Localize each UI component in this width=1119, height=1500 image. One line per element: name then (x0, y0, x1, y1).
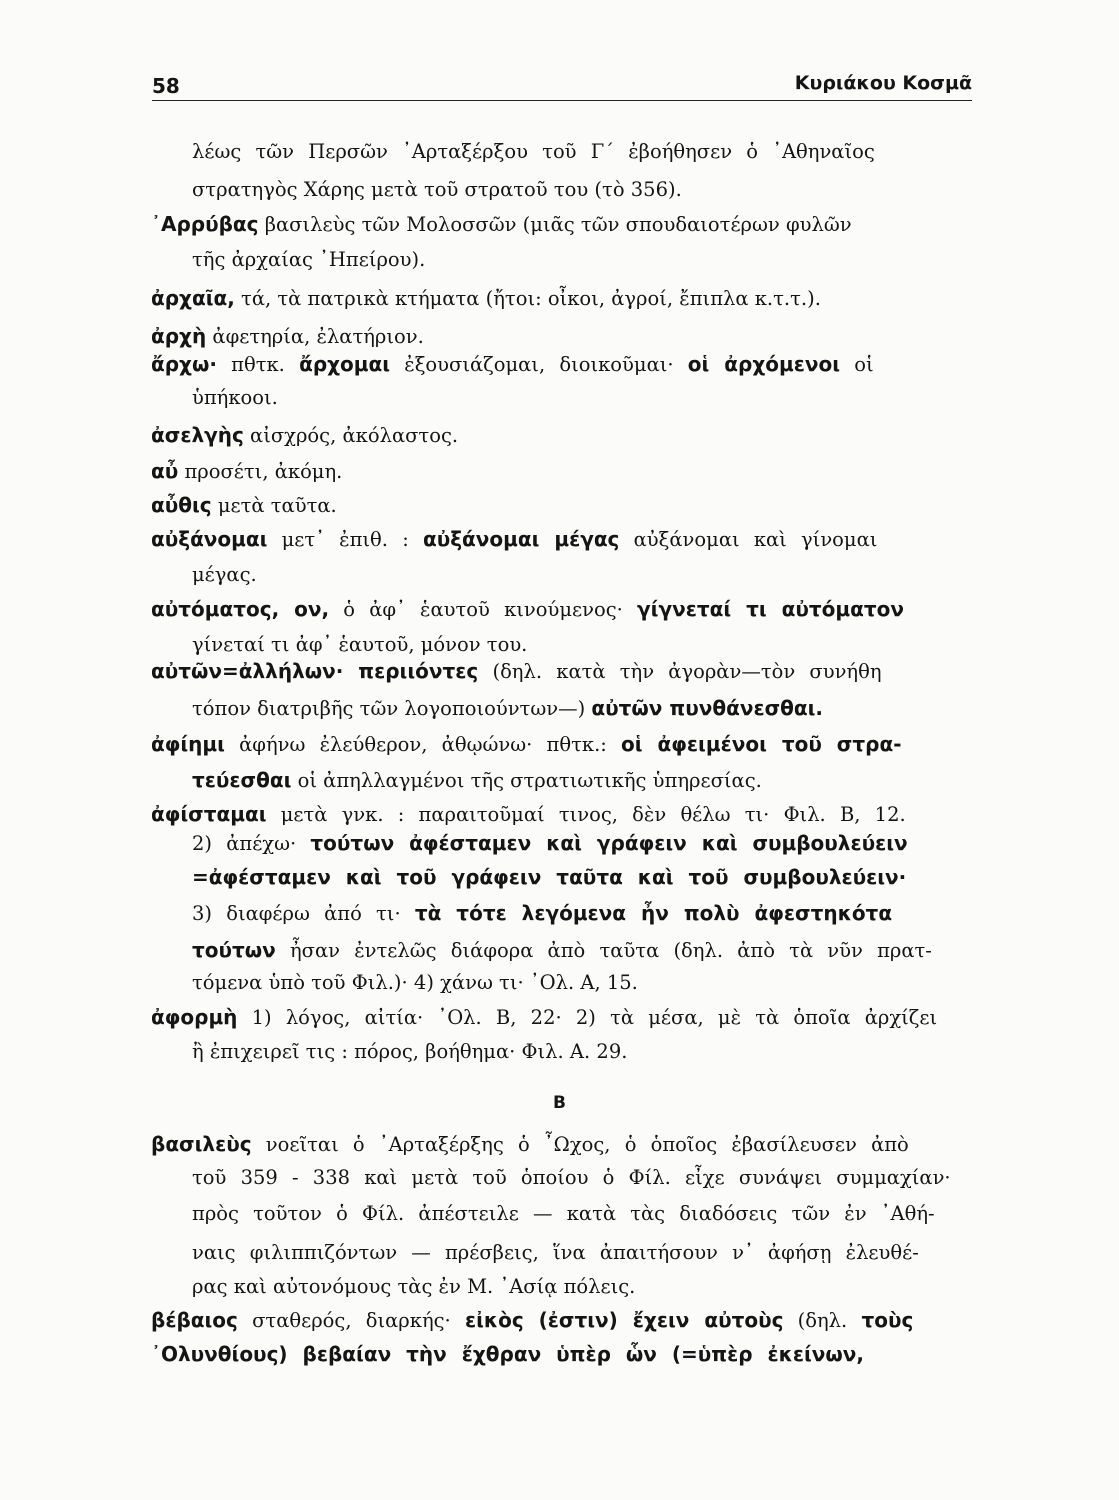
page-header (152, 66, 972, 101)
text-line (151, 800, 906, 829)
gloss-text: οἱ ἀπηλλαγμένοι τῆς στρατιωτικῆς ὑπηρεσίας. (291, 769, 762, 792)
text-line (192, 631, 527, 659)
text-line (192, 899, 892, 928)
text-line (151, 1003, 937, 1032)
lemma-text: αὐξάνομαι (151, 527, 268, 551)
gloss-text: ἢ ἐπιχειρεῖ τις : πόρος, βοήθημα· Φιλ. Α. 29. (192, 1040, 628, 1063)
running-head: Κυριάκου Κοσμᾶ (794, 72, 972, 94)
gloss-text: προσέτι, ἀκόμη. (178, 460, 343, 483)
gloss-text: ναις φιλιππιζόντων — πρέσβεις, ἵνα ἀπαιτήσουν ν᾿ ἀφήσῃ ἐλευθέ- (192, 1241, 919, 1264)
lemma-text: ἀφίημι (151, 732, 225, 756)
text-line (151, 730, 902, 759)
text-line (192, 1164, 951, 1192)
gloss-text: 3) διαφέρω ἀπό τι· (192, 902, 415, 925)
text-line (192, 863, 906, 892)
gloss-text: 1) λόγος, αἰτία· ᾿Ολ. Β, 22· 2) τὰ μέσα, μὲ τὰ ὁποῖα ἀρχίζει (237, 1006, 938, 1029)
gloss-text: ρας καὶ αὐτονόμους τὰς ἐν Μ. ᾿Ασίᾳ πόλεις. (192, 1275, 636, 1298)
text-line (151, 284, 821, 313)
gloss-text: αἰσχρός, ἀκόλαστος. (243, 424, 459, 447)
text-line (192, 766, 762, 795)
gloss-text: ὑπήκοοι. (192, 386, 278, 409)
lemma-text: τεύεσθαι (192, 768, 292, 792)
lemma-text: ἀρχὴ (151, 324, 207, 348)
gloss-text: μετὰ ταῦτα. (211, 494, 337, 517)
text-line (151, 350, 874, 379)
gloss-text: αὐξάνομαι καὶ γίνομαι (619, 528, 878, 551)
gloss-text: ἦσαν ἐντελῶς διάφορα ἀπὸ ταῦτα (δηλ. ἀπὸ τὰ νῦν πρατ- (275, 939, 932, 962)
gloss-text: σταθερός, διαρκής· (237, 1309, 465, 1332)
gloss-text: μετὰ γνκ. : παραιτοῦμαί τινος, δὲν θέλω τι· Φιλ. Β, 12. (266, 803, 906, 826)
lemma-text: ἀφορμὴ (151, 1005, 238, 1029)
gloss-text: τά, τὰ πατρικὰ κτήματα (ἤτοι: οἶκοι, ἀγροί, ἔπιπλα κ.τ.τ.). (234, 287, 821, 310)
lemma-text: αὐτόματος, ον, (151, 597, 330, 621)
text-line (151, 1130, 909, 1159)
gloss-text: 2) ἀπέχω· (192, 832, 311, 855)
lemma-text: ἀσελγὴς (151, 423, 244, 447)
lemma-text: οἱ ἀφειμένοι τοῦ στρα- (621, 732, 902, 756)
text-line (192, 694, 823, 723)
text-line (151, 421, 458, 450)
text-line (151, 322, 424, 351)
text-line (192, 246, 425, 274)
gloss-text: (δηλ. κατὰ τὴν ἀγορὰν—τὸν συνήθη (478, 660, 882, 683)
gloss-text: μέγας. (192, 563, 257, 586)
lemma-text: ᾿Ολυνθίους) βεβαίαν τὴν ἔχθραν ὑπὲρ ὧν (=ὑπὲρ ἐκείνων, (151, 1342, 864, 1366)
text-line (151, 595, 904, 624)
text-line (192, 176, 682, 204)
text-line (151, 525, 877, 554)
text-line (151, 1306, 913, 1335)
gloss-text: ἐξουσιάζομαι, διοικοῦμαι· (390, 353, 688, 376)
lemma-text: αὐξάνομαι μέγας (422, 527, 620, 551)
lemma-text: αὐτῶν=ἀλλήλων· περιιόντες (151, 659, 479, 683)
section-letter: Β (553, 1093, 566, 1113)
lemma-text: αὐτῶν πυνθάνεσθαι. (591, 696, 824, 720)
gloss-text: μετ᾿ ἐπιθ. : (267, 528, 423, 551)
text-line (192, 936, 932, 965)
gloss-text: τοῦ 359 - 338 καὶ μετὰ τοῦ ὁποίου ὁ Φίλ. εἶχε συνάψει συμμαχίαν· (192, 1166, 951, 1189)
lemma-text: =ἀφέσταμεν καὶ τοῦ γράφειν ταῦτα καὶ τοῦ συμβουλεύειν· (192, 865, 907, 889)
lemma-text: τούτων ἀφέσταμεν καὶ γράφειν καὶ συμβουλεύειν (310, 831, 908, 855)
lemma-text: ἄρχομαι (299, 352, 391, 376)
text-line (151, 1340, 864, 1369)
lemma-text: τὰ τότε λεγόμενα ἦν πολὺ ἀφεστηκότα (414, 901, 893, 925)
text-line (151, 491, 337, 520)
gloss-text: γίνεταί τι ἀφ᾿ ἑαυτοῦ, μόνον του. (192, 633, 528, 656)
gloss-text: πθτκ. (216, 353, 300, 376)
text-line (192, 1038, 627, 1066)
text-line (151, 657, 882, 686)
gloss-text: βασιλεὺς τῶν Μολοσσῶν (μιᾶς τῶν σπουδαιοτέρων φυλῶν (258, 213, 852, 236)
text-line (192, 561, 257, 589)
text-line (192, 1273, 635, 1301)
gloss-text: οἱ (840, 353, 874, 376)
lemma-text: ἀφίσταμαι (151, 802, 267, 826)
text-line (192, 138, 875, 166)
gloss-text: λέως τῶν Περσῶν ᾿Αρταξέρξου τοῦ Γ΄ ἐβοήθησεν ὁ ᾿Αθηναῖος (192, 140, 875, 163)
text-line (192, 1239, 919, 1267)
text-line (192, 969, 638, 997)
lemma-text: ἄρχω· (151, 352, 217, 376)
gloss-text: ἀφήνω ἐλεύθερον, ἀθῳώνω· πθτκ.: (224, 733, 622, 756)
lemma-text: γίγνεταί τι αὐτόματον (637, 597, 904, 621)
page-number: 58 (152, 74, 180, 98)
text-line (192, 1200, 935, 1228)
gloss-text: πρὸς τοῦτον ὁ Φίλ. ἀπέστειλε — κατὰ τὰς διαδόσεις τῶν ἐν ᾿Αθή- (192, 1202, 935, 1225)
gloss-text: ἀφετηρία, ἐλατήριον. (206, 325, 424, 348)
gloss-text: στρατηγὸς Χάρης μετὰ τοῦ στρατοῦ του (τὸ 356). (192, 178, 682, 201)
lemma-text: τοὺς (861, 1308, 914, 1332)
text-line (192, 384, 278, 412)
lemma-text: ἀρχαῖα, (151, 286, 235, 310)
lemma-text: αὖθις (151, 493, 212, 517)
text-line (192, 829, 908, 858)
lemma-text: τούτων (192, 938, 276, 962)
lemma-text: ᾿Αρρύβας (151, 212, 259, 236)
gloss-text: τόμενα ὑπὸ τοῦ Φιλ.)· 4) χάνω τι· ᾿Ολ. Α, 15. (192, 971, 638, 994)
lemma-text: βέβαιος (151, 1308, 238, 1332)
lemma-text: οἱ ἀρχόμενοι (687, 352, 840, 376)
lemma-text: εἰκὸς (ἐστιν) ἔχειν αὐτοὺς (464, 1308, 784, 1332)
text-line (151, 457, 342, 486)
gloss-text: νοεῖται ὁ ᾿Αρταξέρξης ὁ ῏Ωχος, ὁ ὁποῖος ἐβασίλευσεν ἀπὸ (251, 1133, 909, 1156)
gloss-text: τῆς ἀρχαίας ᾿Ηπείρου). (192, 248, 426, 271)
text-line (151, 210, 852, 239)
gloss-text: (δηλ. (783, 1309, 862, 1332)
gloss-text: τόπον διατριβῆς τῶν λογοποιούντων—) (192, 697, 592, 720)
lemma-text: αὖ (151, 459, 179, 483)
gloss-text: ὁ ἀφ᾿ ἑαυτοῦ κινούμενος· (329, 598, 638, 621)
lemma-text: βασιλεὺς (151, 1132, 252, 1156)
